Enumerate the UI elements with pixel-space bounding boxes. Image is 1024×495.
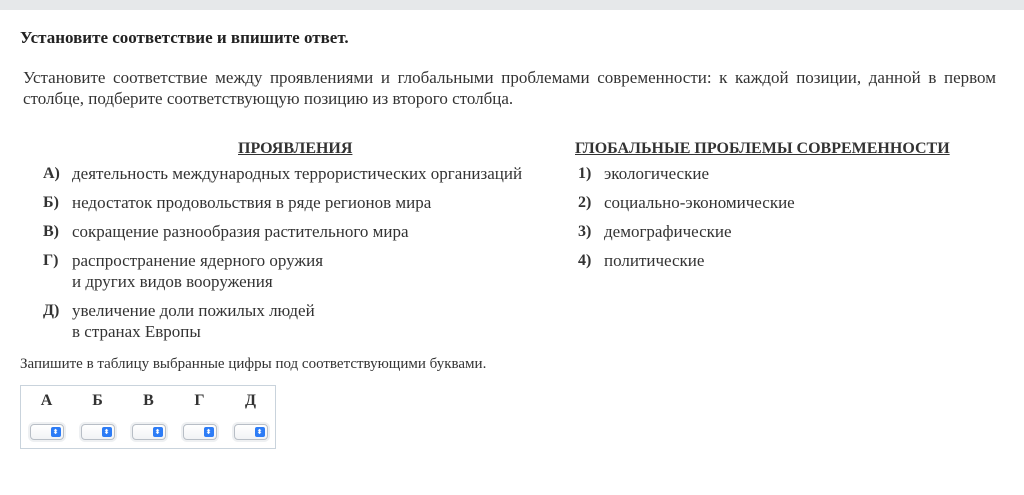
item-text: деятельность международных террористических организаций xyxy=(72,164,523,183)
updown-chevron-icon: ⬍ xyxy=(255,427,265,437)
item-key: В) xyxy=(43,223,59,240)
updown-chevron-icon: ⬍ xyxy=(51,427,61,437)
select-cell-b xyxy=(72,422,123,442)
right-item-2 xyxy=(578,192,995,213)
updown-chevron-icon: ⬍ xyxy=(204,427,214,437)
letter-g: Г xyxy=(194,392,205,409)
answer-select-b[interactable] xyxy=(81,424,115,440)
select-cell-d xyxy=(225,422,276,442)
item-text: социально-экономические xyxy=(604,193,795,212)
right-column xyxy=(575,139,995,279)
answer-select-g[interactable] xyxy=(183,424,217,440)
updown-chevron-icon: ⬍ xyxy=(153,427,163,437)
task-text: Установите соответствие между проявлениями и глобальными проблемами современности: к каждой позиции, данной в первом столбце, подберите соответствующую позицию из второго столбца. xyxy=(23,68,996,108)
left-item-g xyxy=(43,250,553,292)
right-item-1 xyxy=(578,163,995,184)
select-cell-a xyxy=(21,422,72,442)
item-key: Д) xyxy=(43,302,60,319)
item-text: недостаток продовольствия в ряде регионов мира xyxy=(72,193,432,212)
letter-a: А xyxy=(40,392,53,409)
item-text: политические xyxy=(604,251,705,270)
item-text: увеличение доли пожилых людей в странах Европы xyxy=(72,301,315,341)
right-item-3 xyxy=(578,221,995,242)
updown-chevron-icon: ⬍ xyxy=(102,427,112,437)
item-text: экологические xyxy=(604,164,709,183)
answer-select-v[interactable] xyxy=(132,424,166,440)
left-item-b xyxy=(43,192,553,213)
answer-select-d[interactable] xyxy=(234,424,268,440)
item-key: Б) xyxy=(43,194,59,211)
answer-table-header xyxy=(21,390,275,412)
left-column-header: ПРОЯВЛЕНИЯ xyxy=(238,140,353,157)
left-item-a xyxy=(43,163,553,184)
item-key: 2) xyxy=(578,194,592,211)
answer-table xyxy=(20,385,276,449)
letter-b: Б xyxy=(92,392,103,409)
instruction-text: Запишите в таблицу выбранные цифры под соответствующими буквами. xyxy=(20,356,487,372)
letter-d: Д xyxy=(244,392,256,409)
item-key: Г) xyxy=(43,252,59,269)
item-text: распространение ядерного оружия и других видов вооружения xyxy=(72,251,324,291)
item-text: демографические xyxy=(604,222,732,241)
right-column-header: ГЛОБАЛЬНЫЕ ПРОБЛЕМЫ СОВРЕМЕННОСТИ xyxy=(575,140,950,157)
left-item-v xyxy=(43,221,553,242)
answer-table-selects xyxy=(21,422,275,442)
select-cell-v xyxy=(123,422,174,442)
item-key: 1) xyxy=(578,165,592,182)
right-item-4 xyxy=(578,250,995,271)
top-bar xyxy=(0,0,1024,10)
task-title: Установите соответствие и впишите ответ. xyxy=(20,28,349,47)
left-item-d xyxy=(43,300,553,342)
item-key: А) xyxy=(43,165,60,182)
letter-v: В xyxy=(143,392,154,409)
item-key: 4) xyxy=(578,252,592,269)
select-cell-g xyxy=(174,422,225,442)
item-text: сокращение разнообразия растительного мира xyxy=(72,222,409,241)
left-column xyxy=(43,139,553,350)
answer-select-a[interactable] xyxy=(30,424,64,440)
item-key: 3) xyxy=(578,223,592,240)
